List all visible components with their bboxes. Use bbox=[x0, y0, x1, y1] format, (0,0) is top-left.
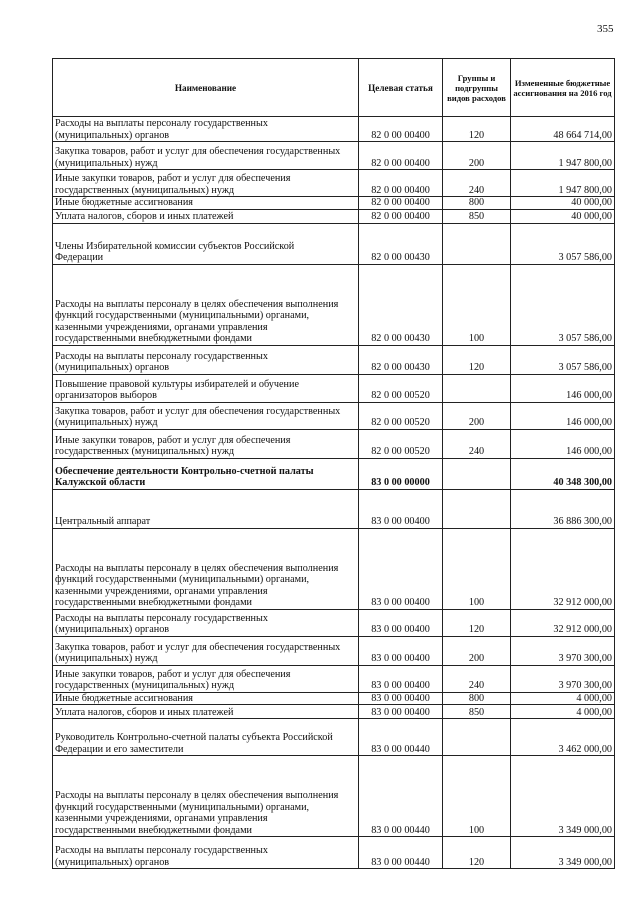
row-target-article-cell: 82 0 00 00400 bbox=[359, 142, 443, 170]
row-name-cell: Иные закупки товаров, работ и услуг для обеспечения государственных (муниципальных) нужд bbox=[53, 170, 359, 197]
row-amount-cell: 48 664 714,00 bbox=[511, 117, 615, 142]
row-target-article-cell: 83 0 00 00400 bbox=[359, 489, 443, 528]
row-target-article-cell: 83 0 00 00400 bbox=[359, 665, 443, 692]
row-amount-cell: 146 000,00 bbox=[511, 402, 615, 429]
row-name-cell: Повышение правовой культуры избирателей и обучение организаторов выборов bbox=[53, 374, 359, 402]
header-amount: Измененные бюджетные ассигнования на 2016 год bbox=[511, 59, 615, 117]
table-row bbox=[53, 756, 615, 837]
row-target-article-cell: 82 0 00 00400 bbox=[359, 170, 443, 197]
table-row bbox=[53, 489, 615, 528]
row-expense-group-cell: 850 bbox=[443, 209, 511, 223]
table-row bbox=[53, 209, 615, 223]
row-name-cell: Уплата налогов, сборов и иных платежей bbox=[53, 209, 359, 223]
row-expense-group-cell: 800 bbox=[443, 197, 511, 210]
row-amount-cell: 40 348 300,00 bbox=[511, 458, 615, 489]
row-amount-cell: 3 349 000,00 bbox=[511, 837, 615, 869]
row-target-article-cell: 83 0 00 00440 bbox=[359, 756, 443, 837]
row-target-article-cell: 83 0 00 00400 bbox=[359, 636, 443, 665]
table-row bbox=[53, 719, 615, 756]
row-name-cell: Закупка товаров, работ и услуг для обеспечения государственных (муниципальных) нужд bbox=[53, 636, 359, 665]
row-name-cell: Закупка товаров, работ и услуг для обеспечения государственных (муниципальных) нужд bbox=[53, 402, 359, 429]
header-name: Наименование bbox=[53, 59, 359, 117]
row-expense-group-cell: 120 bbox=[443, 345, 511, 374]
table-row bbox=[53, 345, 615, 374]
row-name-cell: Иные бюджетные ассигнования bbox=[53, 197, 359, 210]
table-body bbox=[53, 117, 615, 869]
row-target-article-cell: 83 0 00 00400 bbox=[359, 705, 443, 719]
table-row bbox=[53, 609, 615, 636]
row-target-article-cell: 82 0 00 00520 bbox=[359, 374, 443, 402]
row-amount-cell: 3 057 586,00 bbox=[511, 223, 615, 264]
row-expense-group-cell bbox=[443, 719, 511, 756]
table-row bbox=[53, 528, 615, 609]
row-expense-group-cell: 120 bbox=[443, 837, 511, 869]
row-target-article-cell: 82 0 00 00520 bbox=[359, 429, 443, 458]
page-number: 355 bbox=[597, 23, 614, 35]
row-expense-group-cell: 200 bbox=[443, 402, 511, 429]
row-target-article-cell: 83 0 00 00400 bbox=[359, 692, 443, 705]
row-amount-cell: 36 886 300,00 bbox=[511, 489, 615, 528]
row-expense-group-cell: 800 bbox=[443, 692, 511, 705]
budget-table bbox=[52, 58, 615, 869]
row-name-cell: Обеспечение деятельности Контрольно-счетной палаты Калужской области bbox=[53, 458, 359, 489]
row-target-article-cell: 82 0 00 00400 bbox=[359, 209, 443, 223]
row-name-cell: Расходы на выплаты персоналу в целях обеспечения выполнения функций государственными (муниципальными) органами, казенными учреждениями, органами управления государственными внебюджетными фондами bbox=[53, 264, 359, 345]
row-amount-cell: 4 000,00 bbox=[511, 692, 615, 705]
row-name-cell: Иные закупки товаров, работ и услуг для обеспечения государственных (муниципальных) нужд bbox=[53, 429, 359, 458]
row-amount-cell: 32 912 000,00 bbox=[511, 609, 615, 636]
row-expense-group-cell: 200 bbox=[443, 636, 511, 665]
row-expense-group-cell bbox=[443, 458, 511, 489]
row-target-article-cell: 82 0 00 00430 bbox=[359, 223, 443, 264]
row-amount-cell: 4 000,00 bbox=[511, 705, 615, 719]
row-target-article-cell: 82 0 00 00430 bbox=[359, 264, 443, 345]
row-name-cell: Расходы на выплаты персоналу государственных (муниципальных) органов bbox=[53, 117, 359, 142]
table-row bbox=[53, 705, 615, 719]
row-target-article-cell: 82 0 00 00430 bbox=[359, 345, 443, 374]
table-row bbox=[53, 223, 615, 264]
row-target-article-cell: 82 0 00 00400 bbox=[359, 197, 443, 210]
header-expense-groups: Группы и подгруппы видов расходов bbox=[443, 59, 511, 117]
row-amount-cell: 3 057 586,00 bbox=[511, 345, 615, 374]
table-row bbox=[53, 429, 615, 458]
row-target-article-cell: 83 0 00 00440 bbox=[359, 719, 443, 756]
table-row bbox=[53, 142, 615, 170]
row-expense-group-cell: 240 bbox=[443, 429, 511, 458]
row-target-article-cell: 83 0 00 00440 bbox=[359, 837, 443, 869]
row-name-cell: Расходы на выплаты персоналу в целях обеспечения выполнения функций государственными (муниципальными) органами, казенными учреждениями, органами управления государственными внебюджетными фондами bbox=[53, 528, 359, 609]
row-expense-group-cell: 100 bbox=[443, 264, 511, 345]
row-expense-group-cell: 850 bbox=[443, 705, 511, 719]
row-amount-cell: 146 000,00 bbox=[511, 429, 615, 458]
table-row bbox=[53, 837, 615, 869]
row-amount-cell: 3 970 300,00 bbox=[511, 636, 615, 665]
row-name-cell: Иные бюджетные ассигнования bbox=[53, 692, 359, 705]
table-row bbox=[53, 636, 615, 665]
row-expense-group-cell: 120 bbox=[443, 117, 511, 142]
row-expense-group-cell: 200 bbox=[443, 142, 511, 170]
table-row bbox=[53, 117, 615, 142]
row-amount-cell: 40 000,00 bbox=[511, 209, 615, 223]
table-row bbox=[53, 692, 615, 705]
row-name-cell: Расходы на выплаты персоналу государственных (муниципальных) органов bbox=[53, 837, 359, 869]
row-target-article-cell: 83 0 00 00000 bbox=[359, 458, 443, 489]
row-name-cell: Расходы на выплаты персоналу государственных (муниципальных) органов bbox=[53, 345, 359, 374]
row-amount-cell: 1 947 800,00 bbox=[511, 142, 615, 170]
table-row bbox=[53, 170, 615, 197]
table-row bbox=[53, 197, 615, 210]
row-expense-group-cell bbox=[443, 374, 511, 402]
table-header-row bbox=[53, 59, 615, 117]
table-row bbox=[53, 264, 615, 345]
row-amount-cell: 3 462 000,00 bbox=[511, 719, 615, 756]
row-name-cell: Расходы на выплаты персоналу в целях обеспечения выполнения функций государственными (муниципальными) органами, казенными учреждениями, органами управления государственными внебюджетными фондами bbox=[53, 756, 359, 837]
row-amount-cell: 32 912 000,00 bbox=[511, 528, 615, 609]
row-name-cell: Расходы на выплаты персоналу государственных (муниципальных) органов bbox=[53, 609, 359, 636]
row-amount-cell: 3 970 300,00 bbox=[511, 665, 615, 692]
row-target-article-cell: 82 0 00 00400 bbox=[359, 117, 443, 142]
row-name-cell: Члены Избирательной комиссии субъектов Российской Федерации bbox=[53, 223, 359, 264]
row-target-article-cell: 83 0 00 00400 bbox=[359, 528, 443, 609]
row-expense-group-cell: 240 bbox=[443, 665, 511, 692]
row-amount-cell: 3 349 000,00 bbox=[511, 756, 615, 837]
row-name-cell: Руководитель Контрольно-счетной палаты субъекта Российской Федерации и его заместители bbox=[53, 719, 359, 756]
row-expense-group-cell: 120 bbox=[443, 609, 511, 636]
table-row bbox=[53, 402, 615, 429]
row-name-cell: Закупка товаров, работ и услуг для обеспечения государственных (муниципальных) нужд bbox=[53, 142, 359, 170]
table-row bbox=[53, 374, 615, 402]
row-expense-group-cell bbox=[443, 223, 511, 264]
row-amount-cell: 3 057 586,00 bbox=[511, 264, 615, 345]
row-name-cell: Иные закупки товаров, работ и услуг для обеспечения государственных (муниципальных) нужд bbox=[53, 665, 359, 692]
row-expense-group-cell: 100 bbox=[443, 756, 511, 837]
row-amount-cell: 146 000,00 bbox=[511, 374, 615, 402]
table-row bbox=[53, 458, 615, 489]
row-expense-group-cell: 240 bbox=[443, 170, 511, 197]
row-target-article-cell: 83 0 00 00400 bbox=[359, 609, 443, 636]
table-row bbox=[53, 665, 615, 692]
row-name-cell: Уплата налогов, сборов и иных платежей bbox=[53, 705, 359, 719]
row-target-article-cell: 82 0 00 00520 bbox=[359, 402, 443, 429]
row-name-cell: Центральный аппарат bbox=[53, 489, 359, 528]
row-amount-cell: 40 000,00 bbox=[511, 197, 615, 210]
row-expense-group-cell bbox=[443, 489, 511, 528]
header-target-article: Целевая статья bbox=[359, 59, 443, 117]
row-amount-cell: 1 947 800,00 bbox=[511, 170, 615, 197]
row-expense-group-cell: 100 bbox=[443, 528, 511, 609]
